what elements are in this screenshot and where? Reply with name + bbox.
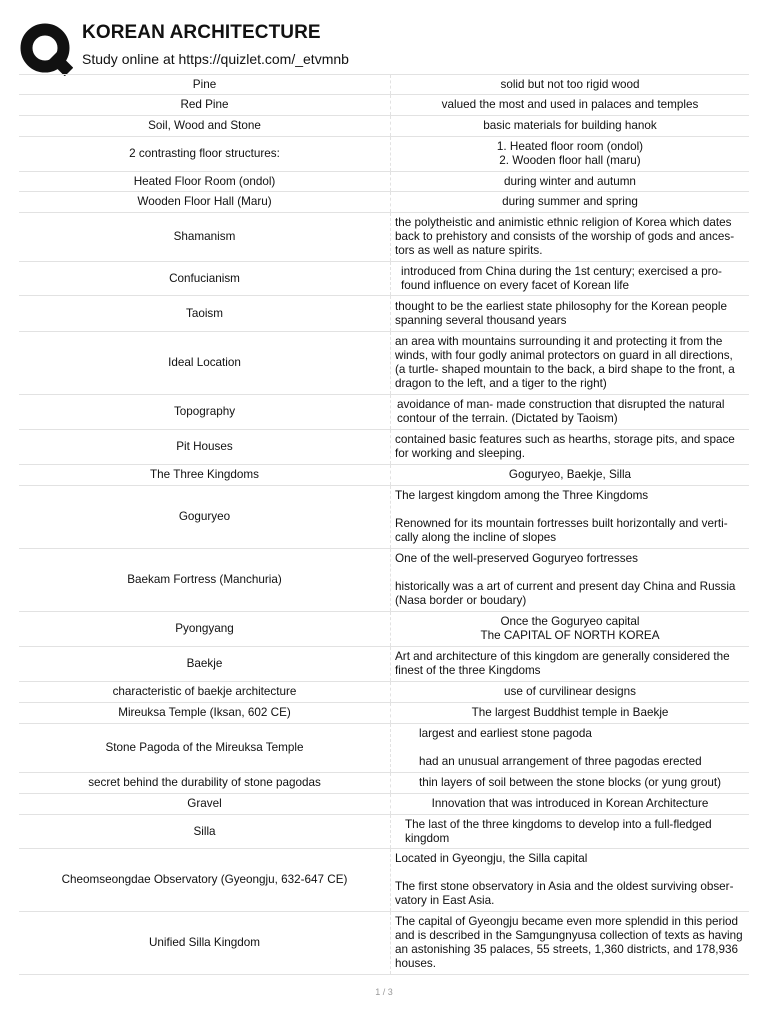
definition-cell: thin layers of soil between the stone blocks (or yung grout) (391, 773, 750, 794)
table-row (19, 465, 749, 486)
table-row (19, 612, 749, 647)
definition-cell: The largest Buddhist temple in Baekje (391, 703, 750, 724)
table-row (19, 703, 749, 724)
term-cell: Shamanism (19, 213, 391, 262)
table-row (19, 849, 749, 912)
term-cell: Pine (19, 75, 391, 95)
table-row (19, 486, 749, 549)
table-row (19, 95, 749, 116)
term-cell: Goguryeo (19, 486, 391, 549)
definition-cell: contained basic features such as hearths, storage pits, and space for working and sleeping. (391, 430, 750, 465)
table-row (19, 137, 749, 172)
definition-cell: during summer and spring (391, 192, 750, 213)
table-row (19, 332, 749, 395)
table-row (19, 912, 749, 975)
page-header (0, 0, 768, 74)
definition-cell: Once the Goguryeo capital The CAPITAL OF NORTH KOREA (391, 612, 750, 647)
table-row (19, 192, 749, 213)
definition-cell: during winter and autumn (391, 172, 750, 192)
definition-cell: Innovation that was introduced in Korean Architecture (391, 794, 750, 815)
definition-cell: valued the most and used in palaces and temples (391, 95, 750, 116)
definition-cell: The largest kingdom among the Three Kingdoms Renowned for its mountain fortresses built horizontally and verti- cally along the incline of slopes (391, 486, 750, 549)
table-row (19, 773, 749, 794)
term-cell: Silla (19, 815, 391, 849)
definition-cell: basic materials for building hanok (391, 116, 750, 137)
table-row (19, 262, 749, 296)
term-cell: Soil, Wood and Stone (19, 116, 391, 137)
table-row (19, 549, 749, 612)
definition-cell: the polytheistic and animistic ethnic religion of Korea which dates back to prehistory and consists of the worship of gods and ances- tors as well as nature spirits. (391, 213, 750, 262)
table-row (19, 213, 749, 262)
term-cell: secret behind the durability of stone pagodas (19, 773, 391, 794)
term-cell: Heated Floor Room (ondol) (19, 172, 391, 192)
term-cell: Mireuksa Temple (Iksan, 602 CE) (19, 703, 391, 724)
definition-cell: thought to be the earliest state philosophy for the Korean people spanning several thousand years (391, 296, 750, 332)
page-title: KOREAN ARCHITECTURE (82, 22, 321, 43)
quizlet-logo-icon (19, 22, 73, 76)
term-cell: Baekje (19, 647, 391, 682)
table-row (19, 647, 749, 682)
table-row (19, 724, 749, 773)
study-link[interactable]: Study online at https://quizlet.com/_etvmnb (82, 51, 349, 67)
term-cell: Pyongyang (19, 612, 391, 647)
definition-cell: The last of the three kingdoms to develop into a full-fledged kingdom (391, 815, 750, 849)
term-cell: Baekam Fortress (Manchuria) (19, 549, 391, 612)
definition-cell: an area with mountains surrounding it and protecting it from the winds, with four godly animal protectors on guard in all directions, (a turtle- shaped mountain to the back, a bird shape to the front, a dragon to the left, and a tiger to the right) (391, 332, 750, 395)
term-cell: Confucianism (19, 262, 391, 296)
term-cell: Ideal Location (19, 332, 391, 395)
term-cell: Stone Pagoda of the Mireuksa Temple (19, 724, 391, 773)
table-row (19, 296, 749, 332)
table-row (19, 172, 749, 192)
definition-cell: Goguryeo, Baekje, Silla (391, 465, 750, 486)
definition-cell: The capital of Gyeongju became even more splendid in this period and is described in the Samgungnyusa collection of texts as having an astonishing 35 palaces, 55 streets, 1,360 districts, and 178,936 houses. (391, 912, 750, 975)
term-cell: Pit Houses (19, 430, 391, 465)
term-cell: Wooden Floor Hall (Maru) (19, 192, 391, 213)
table-row (19, 430, 749, 465)
term-cell: characteristic of baekje architecture (19, 682, 391, 703)
term-cell: Gravel (19, 794, 391, 815)
definition-cell: solid but not too rigid wood (391, 75, 750, 95)
term-cell: Topography (19, 395, 391, 430)
definition-cell: One of the well-preserved Goguryeo fortresses historically was a art of current and present day China and Russia (Nasa border or boudary) (391, 549, 750, 612)
definition-cell: Art and architecture of this kingdom are generally considered the finest of the three Kingdoms (391, 647, 750, 682)
definition-cell: avoidance of man- made construction that disrupted the natural contour of the terrain. (Dictated by Taoism) (391, 395, 750, 430)
term-cell: Red Pine (19, 95, 391, 116)
table-row (19, 395, 749, 430)
term-cell: Unified Silla Kingdom (19, 912, 391, 975)
table-row (19, 815, 749, 849)
definition-cell: largest and earliest stone pagoda had an unusual arrangement of three pagodas erected (391, 724, 750, 773)
table-row (19, 682, 749, 703)
table-row (19, 116, 749, 137)
definition-cell: 1. Heated floor room (ondol) 2. Wooden floor hall (maru) (391, 137, 750, 172)
table-row (19, 794, 749, 815)
flashcard-table (19, 74, 749, 975)
definition-cell: use of curvilinear designs (391, 682, 750, 703)
table-row (19, 75, 749, 95)
term-cell: 2 contrasting floor structures: (19, 137, 391, 172)
page-number: 1 / 3 (375, 987, 393, 997)
term-cell: Cheomseongdae Observatory (Gyeongju, 632-647 CE) (19, 849, 391, 912)
term-cell: Taoism (19, 296, 391, 332)
definition-cell: introduced from China during the 1st century; exercised a pro- found influence on every facet of Korean life (391, 262, 750, 296)
definition-cell: Located in Gyeongju, the Silla capital The first stone observatory in Asia and the oldest surviving obser- vatory in East Asia. (391, 849, 750, 912)
term-cell: The Three Kingdoms (19, 465, 391, 486)
